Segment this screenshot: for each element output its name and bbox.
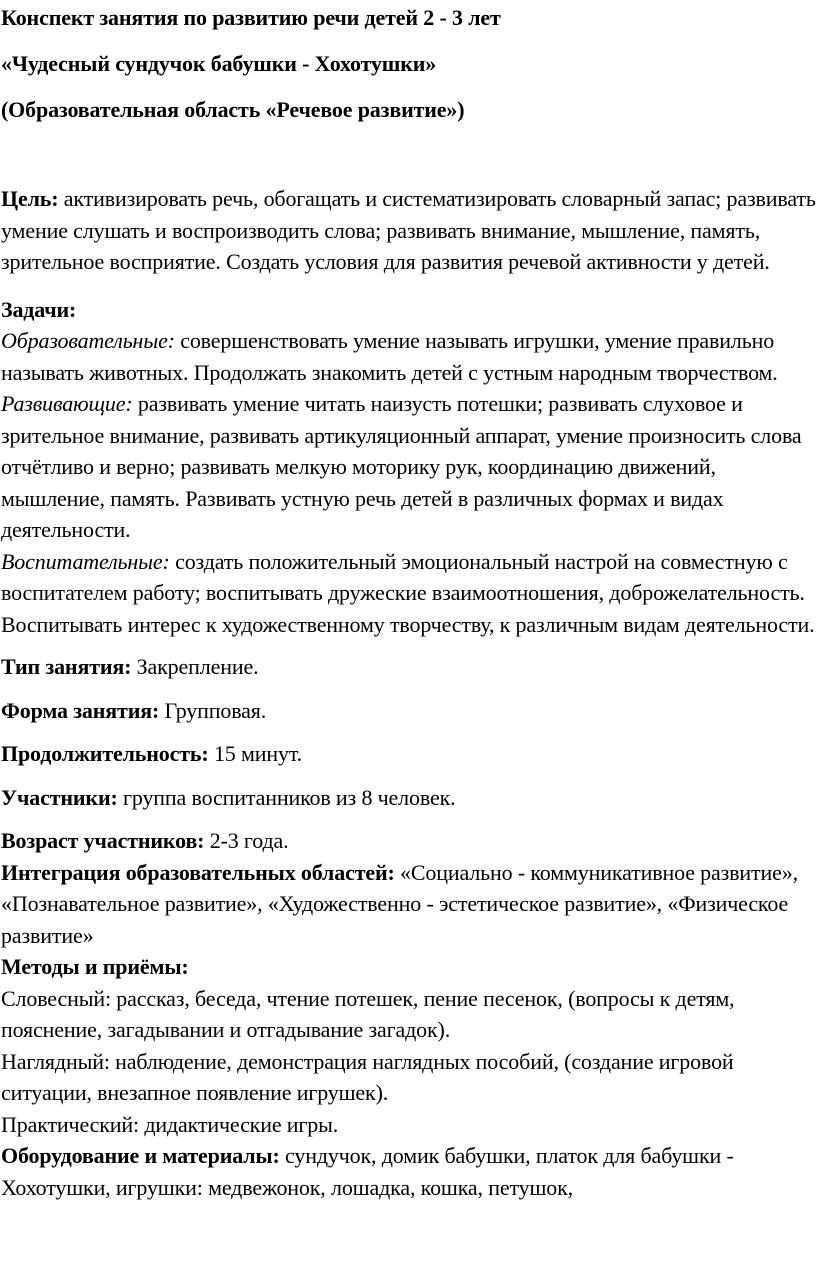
lesson-type: [1, 651, 816, 683]
goal-paragraph: [1, 183, 816, 278]
participants-value: группа воспитанников из 8 человек.: [117, 784, 456, 810]
duration-value: 15 минут.: [208, 741, 303, 766]
goal-label: Цель:: [1, 186, 59, 211]
developing-tasks: [1, 388, 816, 546]
developing-label: Развивающие:: [1, 391, 133, 416]
lesson-type-label: Тип занятия:: [1, 654, 132, 679]
equipment-label: Оборудование и материалы:: [1, 1143, 280, 1168]
document-title: Конспект занятия по развитию речи детей 2 - 3 лет: [1, 5, 501, 30]
educational-label: Образовательные:: [1, 328, 175, 353]
lesson-form: [1, 695, 816, 727]
method-visual: Наглядный: наблюдение, демонстрация наглядных пособий, (создание игровой ситуации, внезапное появление игрушек).: [1, 1048, 734, 1105]
tasks-heading: Задачи:: [1, 296, 77, 322]
age-label: Возраст участников:: [1, 828, 205, 853]
educational-text: совершенствовать умение называть игрушки, умение правильно называть животных. Продолжать знакомить детей с устным народным творчеством.: [1, 328, 778, 385]
upbringing-tasks: [1, 546, 816, 641]
methods-heading: Методы и приёмы:: [1, 954, 189, 979]
lesson-name: «Чудесный сундучок бабушки - Хохотушки»: [1, 51, 437, 76]
method-practical: Практический: дидактические игры.: [1, 1111, 339, 1137]
lesson-duration: [1, 738, 816, 770]
method-verbal: Словесный: рассказ, беседа, чтение потешек, пение песенок, (вопросы к детям, пояснение, загадывании и отгадывание загадок).: [1, 985, 735, 1042]
integration-value: «Социально - коммуникативное развитие», «Познавательное развитие», «Художественно - эстетическое развитие», «Физическое развитие»: [1, 859, 798, 948]
lesson-form-value: Групповая.: [159, 697, 267, 723]
upbringing-text: создать положительный эмоциональный настрой на совместную с воспитателем работу; воспитывать дружеские взаимоотношения, доброжелательность. Воспитывать интерес к художественному творчеству, к различным видам деятельности.: [1, 548, 815, 637]
participants-label: Участники:: [1, 784, 118, 810]
title-block: [1, 2, 816, 125]
educational-tasks: [1, 325, 816, 388]
lesson-form-label: Форма занятия:: [1, 697, 160, 723]
integration-label: Интеграция образовательных областей:: [1, 859, 395, 885]
age-value: 2-3 года.: [204, 828, 289, 853]
equipment: [1, 1140, 816, 1203]
lesson-type-value: Закрепление.: [131, 654, 259, 679]
integration: [1, 857, 816, 952]
duration-label: Продолжительность:: [1, 741, 209, 766]
goal-text: активизировать речь, обогащать и систематизировать словарный запас; развивать умение слушать и воспроизводить слова; развивать внимание, мышление, память, зрительное восприятие. Создать условия для развития речевой активности у детей.: [1, 186, 816, 274]
developing-text: развивать умение читать наизусть потешки; развивать слуховое и зрительное внимание, развивать артикуляционный аппарат, умение произносить слова отчётливо и верно; развивать мелкую моторику рук, координацию движений, мышление, память. Развивать устную речь детей в различных формах и видах деятельности.: [1, 391, 802, 542]
equipment-value: сундучок, домик бабушки, платок для бабушки - Хохотушки, игрушки: медвежонок, лошадка, кошка, петушок,: [1, 1143, 734, 1200]
upbringing-label: Воспитательные:: [1, 548, 170, 574]
participants: [1, 782, 816, 814]
educational-area: (Образовательная область «Речевое развитие»): [1, 97, 465, 122]
participants-age: [1, 825, 816, 857]
